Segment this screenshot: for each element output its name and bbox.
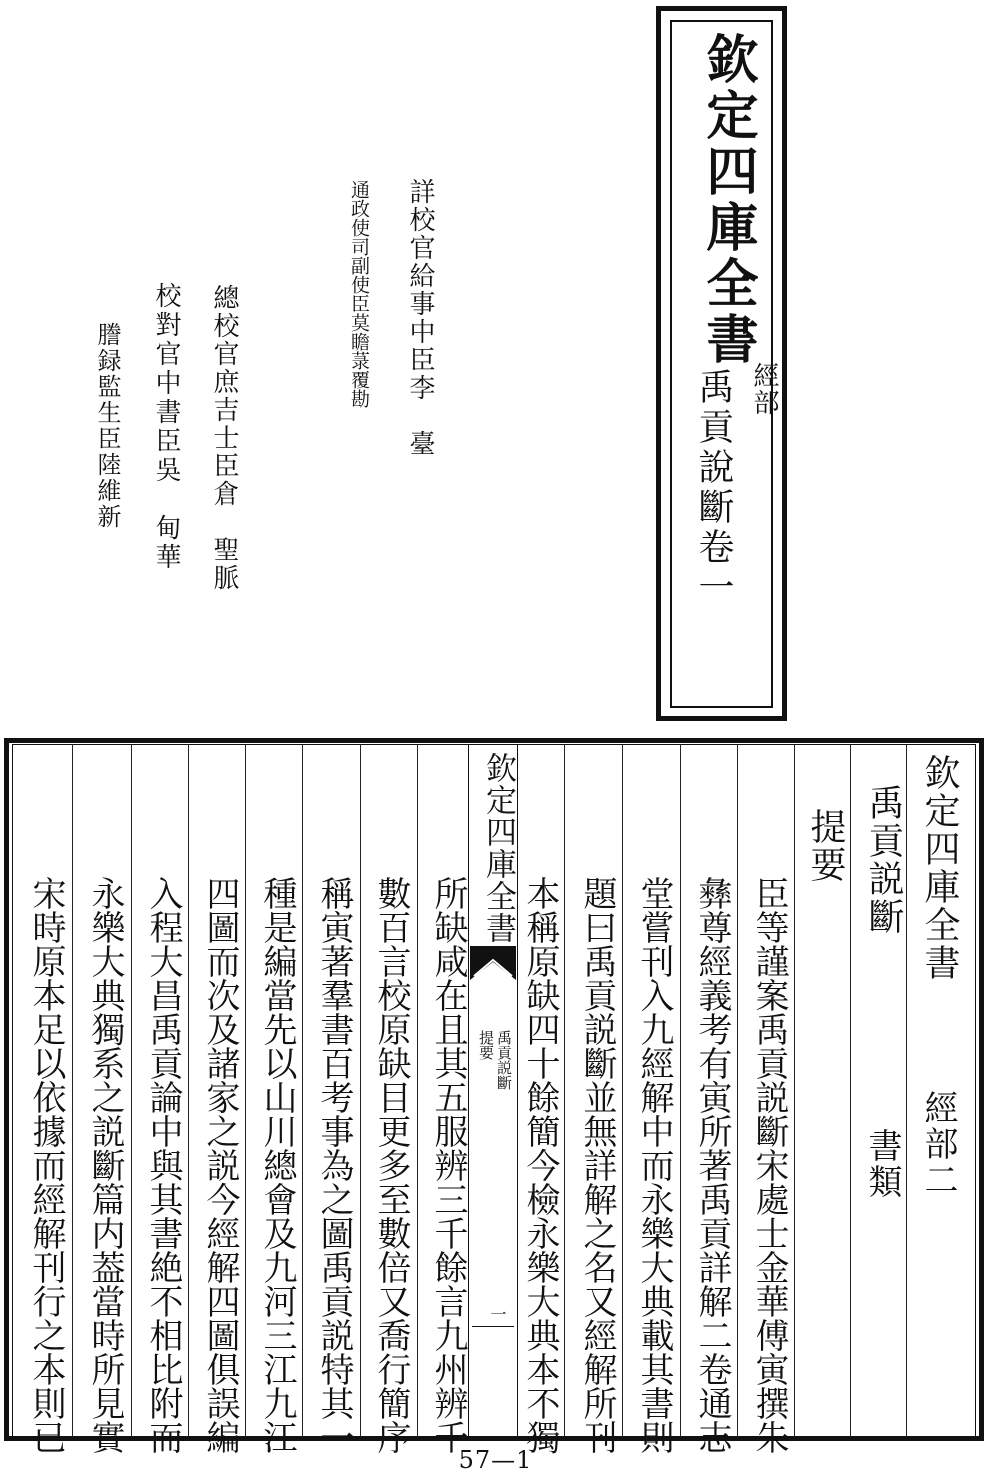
- volume-label: 禹貢說斷卷一: [693, 368, 734, 608]
- copyist-credit: 謄録監生臣陸維新: [93, 322, 121, 530]
- column-rule: [131, 744, 132, 1437]
- margin-page-rule: [472, 1326, 514, 1327]
- chief-proofreader-credit: 總校官庶吉士臣倉 聖脈: [209, 284, 239, 592]
- column-rule: [245, 744, 246, 1437]
- body-line: 種是編當先以山川總會及九河三江九江: [257, 876, 297, 1454]
- page-header-title: 欽定四庫全書: [919, 754, 960, 982]
- review-credit: 通政使司副使臣莫瞻菉覆勘: [348, 180, 370, 408]
- body-line: 稱寅著羣書百考事為之圖禹貢説特其一: [314, 876, 354, 1454]
- column-rule: [360, 744, 361, 1437]
- category-label: 經部: [749, 362, 779, 416]
- body-line: 所缺咸在且其五服辨三千餘言九州辨千: [428, 876, 468, 1454]
- section-heading: 提要: [805, 808, 846, 884]
- body-line: 臣等謹案禹貢説斷宋處士金華傅寅撰朱: [749, 876, 789, 1454]
- margin-title: 欽定四庫全書: [480, 752, 516, 944]
- column-rule: [302, 744, 303, 1437]
- margin-book: 禹貢説斷: [495, 1030, 513, 1090]
- body-line: 宋時原本足以依據而經解刊行之本則已: [26, 876, 66, 1454]
- proofreader-credit: 校對官中書臣吳 甸華: [151, 282, 181, 572]
- footer-page-number: 57—1: [458, 1446, 533, 1474]
- margin-page-number: 一: [488, 1306, 507, 1322]
- book-title: 禹貢説斷: [863, 784, 904, 936]
- inspector-credit: 詳校官給事中臣李 臺: [405, 178, 435, 458]
- margin-section: 提要: [477, 1030, 495, 1060]
- body-line: 本稱原缺四十餘簡今檢永樂大典本不獨: [520, 876, 560, 1454]
- body-line: 彝尊經義考有寅所著禹貢詳解二卷通志: [692, 876, 732, 1454]
- column-rule: [72, 744, 73, 1437]
- page-header-category: 經部二: [918, 1090, 958, 1198]
- column-rule: [794, 744, 795, 1437]
- body-line: 入程大昌禹貢論中與其書絶不相比附而: [143, 876, 183, 1454]
- body-line: 數百言校原缺目更多至數倍又喬行簡序: [371, 876, 411, 1454]
- book-classification: 書類: [862, 1128, 902, 1200]
- body-line: 永樂大典獨系之説斷篇内葢當時所見實: [85, 876, 125, 1454]
- column-rule: [622, 744, 623, 1437]
- collection-title: 欽定四庫全書: [697, 32, 758, 368]
- fishtail-mark-icon: [470, 946, 516, 980]
- body-line: 堂嘗刊入九經解中而永樂大典載其書則: [634, 876, 674, 1454]
- column-rule: [417, 744, 418, 1437]
- body-line: 四圖而次及諸家之説今經解四圖俱誤編: [200, 876, 240, 1454]
- column-rule: [188, 744, 189, 1437]
- column-rule: [680, 744, 681, 1437]
- body-line: 題曰禹貢説斷並無詳解之名又經解所刊: [577, 876, 617, 1454]
- column-rule: [737, 744, 738, 1437]
